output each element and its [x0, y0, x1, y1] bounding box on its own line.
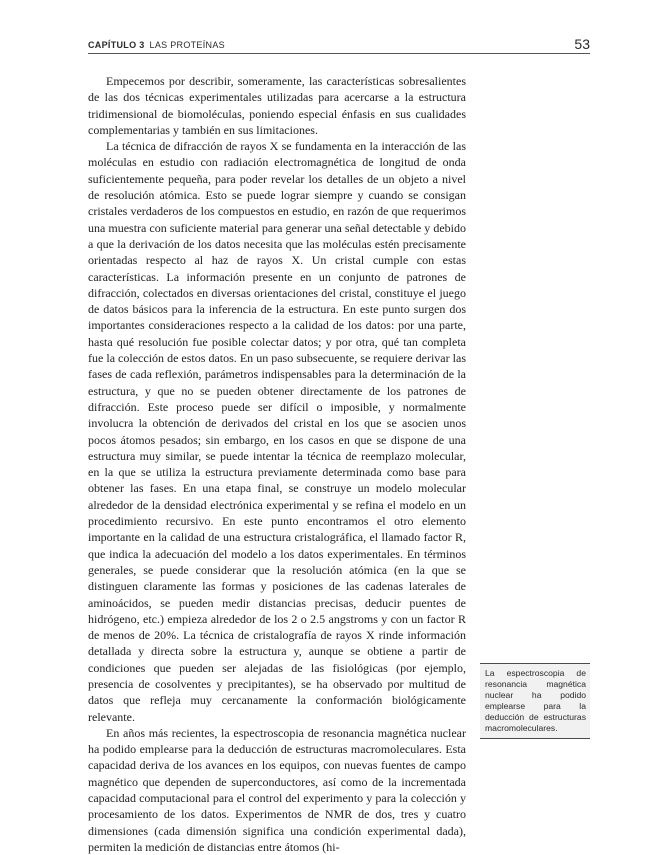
margin-note: La espectroscopia de resonancia magnética nuclear ha podido emplearse para la deducción de estructuras macromoleculares.	[480, 663, 590, 739]
paragraph-intro: Empecemos por describir, someramente, las características sobresalientes de las dos técnicas experimentales utilizadas para acercarse a la estructura tridimensional de biomoléculas, poniendo especial énfasis en sus cualidades complementarias y también en sus limitaciones.	[88, 74, 466, 137]
paragraph-xray-diffraction: La técnica de difracción de rayos X se fundamenta en la interacción de las moléculas en estudio con radiación electromagnética de longitud de onda suficientemente pequeña, para poder revelar los detalles de un objeto a nivel de resolución atómica. Esto se puede lograr siempre y cuando se consigan cristales verdaderos de los compuestos en estudio, en razón de que requerimos una muestra con suficiente material para generar una señal detectable y debido a que la derivación de los datos necesita que las moléculas estén precisamente orientadas respecto al haz de rayos X. Un cristal cumple con estas características. La información presente en un conjunto de patrones de difracción, colectados en diversas orientaciones del cristal, constituye el juego de datos básicos para la inferencia de la estructura. En este punto surgen dos importantes consideraciones respecto a la calidad de los datos: por una parte, hasta qué resolución fue posible colectar datos; y por otra, qué tan completa fue la colección de estos datos. En un paso subsecuente, se requiere derivar las fases de cada reflexión, parámetros indispensables para la determinación de la estructura, y que no se pueden obtener directamente de los patrones de difracción. Este proceso puede ser difícil o imposible, y normalmente involucra la obtención de derivados del cristal en los que se asocien unos pocos átomos pesados; sin embargo, en los casos en que se dispone de una estructura muy similar, se puede intentar la técnica de reemplazo molecular, en la que se utiliza la estructura previamente determinada como base para obtener las fases. En una etapa final, se construye un modelo molecular alrededor de la densidad electrónica experimental y se refina el modelo en un procedimiento recursivo. En este punto encontramos el otro elemento importante en la calidad de una estructura cristalográfica, el llamado factor R, que indica la adecuación del modelo a los datos experimentales. En términos generales, se puede considerar que la resolución atómica (en la que se distinguen claramente las formas y posiciones de las cadenas laterales de aminoácidos, se pueden medir distancias precisas, deducir puentes de hidrógeno, etc.) empieza alrededor de los 2 o 2.5 angstroms y con un factor R de menos de 20%. La técnica de cristalografía de rayos X rinde información detallada y directa sobre la estructura y, aunque se obtiene a partir de condiciones que pueden ser alejadas de las fisiológicas (por ejemplo, presencia de cosolventes y precipitantes), se ha observado por multitud de datos que refleja muy cercanamente la conformación biológicamente relevante.	[88, 139, 466, 724]
header-rule	[88, 53, 590, 54]
chapter-title: LAS PROTEÍNAS	[149, 40, 225, 50]
page-number: 53	[574, 36, 590, 52]
body-text	[88, 73, 466, 855]
chapter-label: CAPÍTULO 3	[88, 40, 145, 50]
running-header	[88, 36, 590, 54]
paragraph-nmr: En años más recientes, la espectroscopia de resonancia magnética nuclear ha podido emplearse para la deducción de estructuras macromoleculares. Esta capacidad deriva de los avances en los equipos, con nuevas fuentes de campo magnético que dependen de superconductores, así como de la incrementada capacidad computacional para el control del experimento y para la colección y procesamiento de los datos. Experimentos de NMR de dos, tres y cuatro dimensiones (cada dimensión significa una condición experimental dada), permiten la medición de distancias entre átomos (hi-	[88, 725, 466, 854]
chapter-heading	[88, 40, 225, 50]
